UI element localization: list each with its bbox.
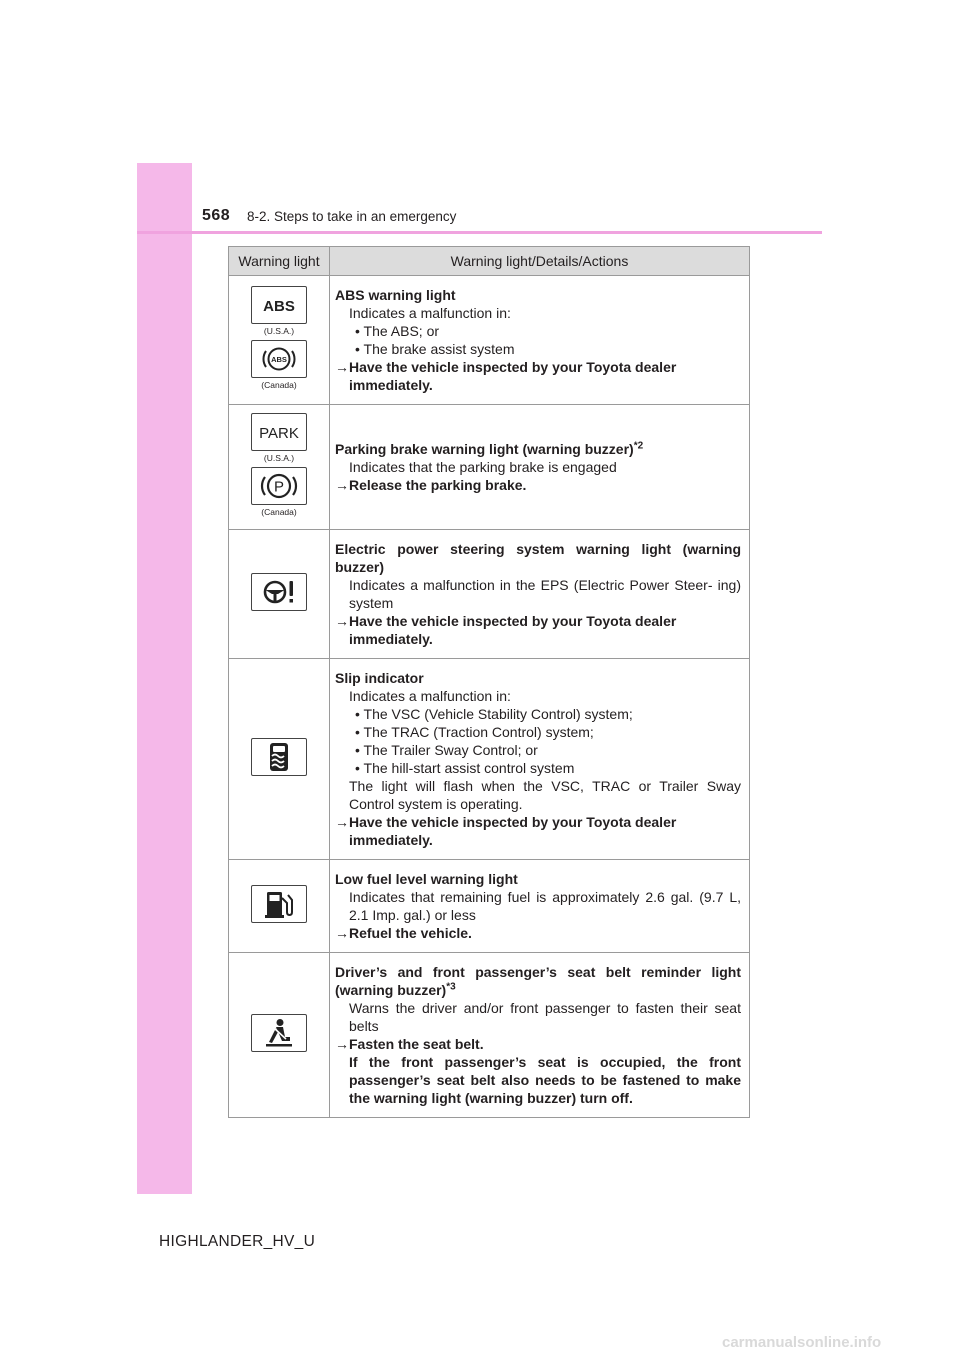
row-action bbox=[335, 476, 741, 494]
column-header-warning-light: Warning light bbox=[229, 247, 330, 276]
row-description: Warns the driver and/or front passenger to fasten their seat belts bbox=[349, 1000, 741, 1034]
row-description: Indicates that the parking brake is engaged bbox=[349, 459, 617, 475]
row-title-text: Driver’s and front passenger’s seat belt reminder light (warning buzzer) bbox=[335, 964, 741, 998]
abs-usa-icon bbox=[251, 286, 307, 324]
arrow-icon: → bbox=[335, 925, 349, 941]
warning-light-table bbox=[228, 246, 750, 1118]
region-label-usa: (U.S.A.) bbox=[263, 326, 295, 336]
footer-model-code: HIGHLANDER_HV_U bbox=[159, 1233, 316, 1250]
footnote-mark: *3 bbox=[446, 981, 456, 993]
icon-cell bbox=[229, 405, 330, 530]
table-header-row bbox=[229, 247, 750, 276]
details-cell bbox=[330, 405, 750, 530]
abs-canada-icon bbox=[251, 340, 307, 378]
bullet-item: • The brake assist system bbox=[355, 341, 515, 357]
row-action bbox=[335, 813, 741, 831]
bullet-item: • The hill-start assist control system bbox=[355, 760, 575, 776]
section-title: 8-2. Steps to take in an emergency bbox=[247, 209, 457, 224]
row-title-text: Parking brake warning light (warning buzzer) bbox=[335, 441, 634, 457]
bullet-item: • The ABS; or bbox=[355, 323, 440, 339]
row-action-text: Refuel the vehicle. bbox=[349, 925, 472, 941]
details-cell bbox=[330, 860, 750, 953]
table-row-low-fuel bbox=[229, 860, 750, 953]
side-color-band bbox=[137, 163, 192, 1194]
icon-cell bbox=[229, 953, 330, 1118]
seat-belt-icon bbox=[251, 1014, 307, 1052]
svg-text:ABS: ABS bbox=[263, 298, 295, 315]
parking-brake-canada-icon bbox=[251, 467, 307, 505]
footnote-mark: *2 bbox=[633, 440, 644, 452]
row-action bbox=[335, 612, 741, 630]
icon-cell bbox=[229, 530, 330, 659]
row-title: Electric power steering system warning light (warning buzzer) bbox=[335, 541, 741, 575]
row-action-text: Have the vehicle inspected by your Toyota dealer bbox=[349, 359, 677, 375]
row-action-text: Fasten the seat belt. bbox=[349, 1036, 484, 1052]
table-row-slip-indicator bbox=[229, 659, 750, 860]
arrow-icon: → bbox=[335, 814, 349, 830]
arrow-icon: → bbox=[335, 359, 349, 375]
row-action-continued: immediately. bbox=[349, 631, 433, 647]
bullet-item: • The Trailer Sway Control; or bbox=[355, 742, 538, 758]
row-title bbox=[335, 440, 741, 458]
row-action-text: Have the vehicle inspected by your Toyota dealer bbox=[349, 814, 677, 830]
row-title: Low fuel level warning light bbox=[335, 871, 518, 887]
icon-cell bbox=[229, 276, 330, 405]
details-cell bbox=[330, 953, 750, 1118]
eps-steering-wheel-icon bbox=[251, 573, 307, 611]
header-rule bbox=[137, 231, 822, 234]
arrow-icon: → bbox=[335, 613, 349, 629]
slip-indicator-icon bbox=[251, 738, 307, 776]
park-usa-icon bbox=[251, 413, 307, 451]
region-label-usa: (U.S.A.) bbox=[263, 453, 295, 463]
row-action-continued: immediately. bbox=[349, 377, 433, 393]
arrow-icon: → bbox=[335, 477, 349, 493]
icon-cell bbox=[229, 860, 330, 953]
row-description: Indicates that remaining fuel is approximately 2.6 gal. (9.7 L, 2.1 Imp. gal.) or less bbox=[349, 889, 741, 923]
icon-cell bbox=[229, 659, 330, 860]
table-row-parking-brake bbox=[229, 405, 750, 530]
fuel-pump-icon bbox=[251, 885, 307, 923]
row-action-text: Release the parking brake. bbox=[349, 477, 527, 493]
bullet-item: • The TRAC (Traction Control) system; bbox=[355, 724, 594, 740]
row-description: Indicates a malfunction in: bbox=[349, 305, 511, 321]
column-header-details: Warning light/Details/Actions bbox=[330, 247, 750, 276]
table-row-abs bbox=[229, 276, 750, 405]
svg-text:PARK: PARK bbox=[259, 425, 299, 442]
details-cell bbox=[330, 659, 750, 860]
row-action-continued: If the front passenger’s seat is occupied, the front passenger’s seat belt also needs to be fastened to make the warning light (warning buzzer) turn off. bbox=[349, 1054, 741, 1106]
details-cell bbox=[330, 276, 750, 405]
row-action bbox=[335, 358, 741, 376]
svg-text:P: P bbox=[273, 478, 285, 496]
table-row-eps bbox=[229, 530, 750, 659]
row-action bbox=[335, 1035, 741, 1053]
region-label-canada: (Canada) bbox=[261, 507, 297, 517]
arrow-icon: → bbox=[335, 1036, 349, 1052]
page-number: 568 bbox=[202, 207, 231, 224]
row-note: The light will flash when the VSC, TRAC or Trailer Sway Control system is operating. bbox=[349, 778, 741, 812]
row-title bbox=[335, 963, 741, 999]
row-action-continued: immediately. bbox=[349, 832, 433, 848]
row-title: Slip indicator bbox=[335, 670, 424, 686]
row-title: ABS warning light bbox=[335, 287, 456, 303]
row-action-text: Have the vehicle inspected by your Toyota dealer bbox=[349, 613, 677, 629]
region-label-canada: (Canada) bbox=[261, 380, 297, 390]
details-cell bbox=[330, 530, 750, 659]
watermark: carmanualsonline.info bbox=[722, 1334, 882, 1351]
row-description: Indicates a malfunction in: bbox=[349, 688, 511, 704]
svg-text:ABS: ABS bbox=[271, 355, 287, 364]
row-action bbox=[335, 924, 741, 942]
bullet-item: • The VSC (Vehicle Stability Control) system; bbox=[355, 706, 633, 722]
table-row-seat-belt bbox=[229, 953, 750, 1118]
row-description: Indicates a malfunction in the EPS (Electric Power Steer- ing) system bbox=[349, 577, 741, 611]
